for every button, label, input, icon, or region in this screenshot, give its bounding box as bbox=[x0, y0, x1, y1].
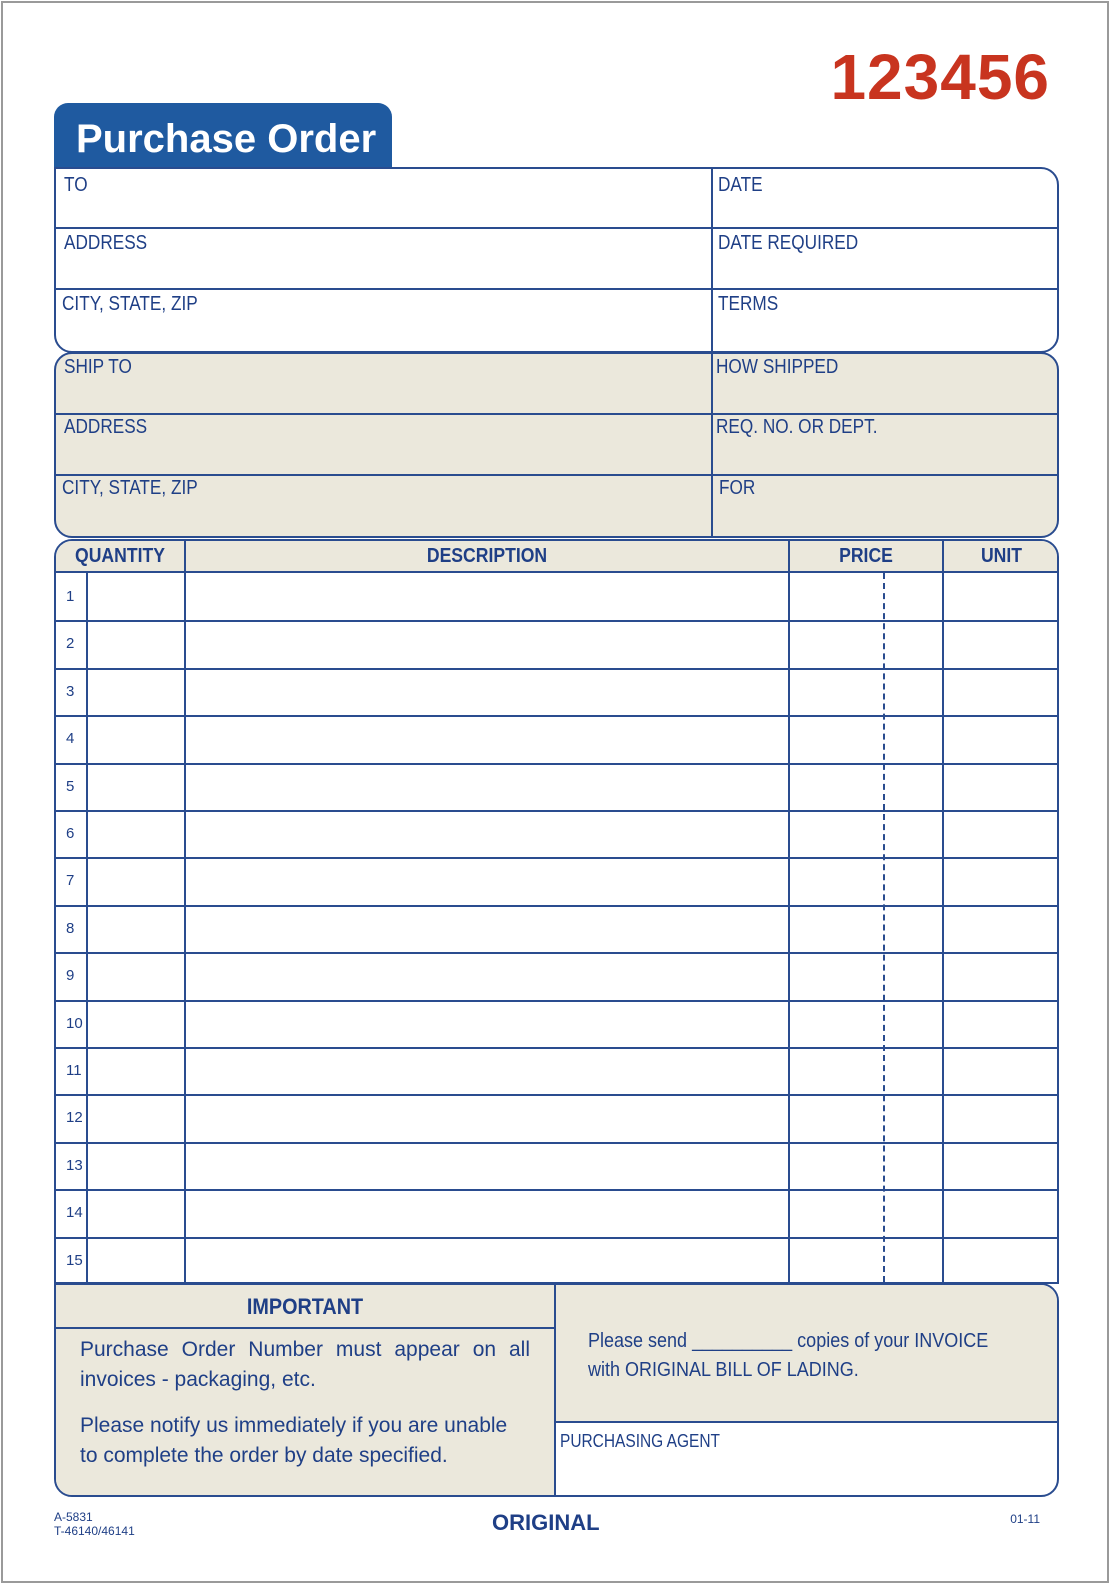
to-field[interactable]: TO bbox=[64, 174, 88, 196]
notes-section bbox=[54, 1283, 1059, 1497]
column-quantity: QUANTITY bbox=[75, 545, 165, 567]
items-header bbox=[56, 541, 1057, 573]
revision-code: 01-11 bbox=[1010, 1512, 1040, 1526]
how-shipped-field[interactable]: HOW SHIPPED bbox=[716, 356, 839, 378]
table-row[interactable] bbox=[56, 763, 1057, 765]
column-description: DESCRIPTION bbox=[426, 545, 548, 567]
row-number: 5 bbox=[66, 777, 75, 795]
important-body bbox=[56, 1329, 554, 1495]
description-divider bbox=[788, 541, 790, 1282]
city-state-zip-field[interactable]: CITY, STATE, ZIP bbox=[62, 293, 198, 315]
price-cents-divider bbox=[883, 573, 885, 1282]
purchasing-agent-field[interactable]: PURCHASING AGENT bbox=[560, 1431, 720, 1451]
table-row[interactable] bbox=[56, 810, 1057, 812]
table-row[interactable] bbox=[56, 620, 1057, 622]
table-row[interactable] bbox=[56, 952, 1057, 954]
invoice-line-2: with ORIGINAL BILL OF LADING. bbox=[588, 1359, 859, 1381]
vendor-section bbox=[54, 167, 1059, 353]
ship-city-state-zip-field[interactable]: CITY, STATE, ZIP bbox=[62, 477, 198, 499]
row-number: 9 bbox=[66, 967, 75, 985]
quantity-divider bbox=[184, 541, 186, 1282]
vendor-row-line bbox=[56, 288, 1057, 290]
form-title: Purchase Order bbox=[54, 103, 392, 169]
row-number: 2 bbox=[66, 635, 75, 653]
address-field[interactable]: ADDRESS bbox=[64, 232, 148, 254]
row-number: 13 bbox=[66, 1156, 83, 1174]
important-title: IMPORTANT bbox=[246, 1294, 364, 1319]
date-required-field[interactable]: DATE REQUIRED bbox=[718, 232, 859, 254]
shipping-section bbox=[54, 352, 1059, 538]
table-row[interactable] bbox=[56, 1237, 1057, 1239]
row-number: 6 bbox=[66, 825, 75, 842]
po-number: 123456 bbox=[830, 41, 1050, 113]
important-header bbox=[56, 1285, 554, 1329]
price-divider bbox=[942, 541, 944, 1282]
row-number: 4 bbox=[66, 730, 75, 748]
ship-to-field[interactable]: SHIP TO bbox=[64, 356, 132, 378]
for-field[interactable]: FOR bbox=[719, 477, 756, 499]
table-row[interactable] bbox=[56, 668, 1057, 670]
vendor-row-line bbox=[56, 227, 1057, 229]
table-row[interactable] bbox=[56, 1142, 1057, 1144]
items-table bbox=[54, 539, 1059, 1284]
ship-address-field[interactable]: ADDRESS bbox=[64, 416, 148, 438]
table-row[interactable] bbox=[56, 857, 1057, 859]
row-number-divider bbox=[86, 573, 88, 1282]
row-number: 10 bbox=[66, 1014, 83, 1032]
row-number: 15 bbox=[66, 1251, 83, 1269]
table-row[interactable] bbox=[56, 715, 1057, 717]
table-row[interactable] bbox=[56, 1094, 1057, 1096]
row-number: 7 bbox=[66, 872, 75, 890]
row-number: 11 bbox=[66, 1062, 82, 1079]
vendor-divider bbox=[711, 169, 713, 351]
row-number: 14 bbox=[66, 1204, 83, 1222]
row-number: 12 bbox=[66, 1109, 83, 1127]
date-field[interactable]: DATE bbox=[718, 174, 763, 196]
invoice-panel bbox=[556, 1285, 1057, 1423]
table-row[interactable] bbox=[56, 1000, 1057, 1002]
table-row[interactable] bbox=[56, 1189, 1057, 1191]
shipping-divider bbox=[711, 354, 713, 536]
form-code-2: T-46140/46141 bbox=[54, 1524, 135, 1538]
shipping-row-line bbox=[56, 413, 1057, 415]
column-price: PRICE bbox=[839, 545, 893, 567]
copy-label: ORIGINAL bbox=[492, 1510, 600, 1535]
row-number: 1 bbox=[66, 588, 75, 605]
terms-field[interactable]: TERMS bbox=[718, 293, 779, 315]
shipping-row-line bbox=[56, 474, 1057, 476]
row-number: 3 bbox=[66, 682, 75, 700]
form-code-1: A-5831 bbox=[54, 1510, 93, 1524]
important-note-1: Purchase Order Number must appear on all invoices - packaging, etc. bbox=[80, 1338, 530, 1391]
req-no-field[interactable]: REQ. NO. OR DEPT. bbox=[716, 416, 878, 438]
invoice-line-1[interactable]: Please send __________ copies of your INVOICE bbox=[588, 1330, 989, 1352]
table-row[interactable] bbox=[56, 905, 1057, 907]
table-row[interactable] bbox=[56, 1047, 1057, 1049]
row-number: 8 bbox=[66, 919, 75, 937]
important-note-2: Please notify us immediately if you are unable to complete the order by date specified. bbox=[80, 1414, 508, 1467]
footer-codes bbox=[54, 1510, 135, 1538]
invoice-instructions bbox=[588, 1327, 1011, 1385]
column-unit: UNIT bbox=[980, 545, 1023, 567]
